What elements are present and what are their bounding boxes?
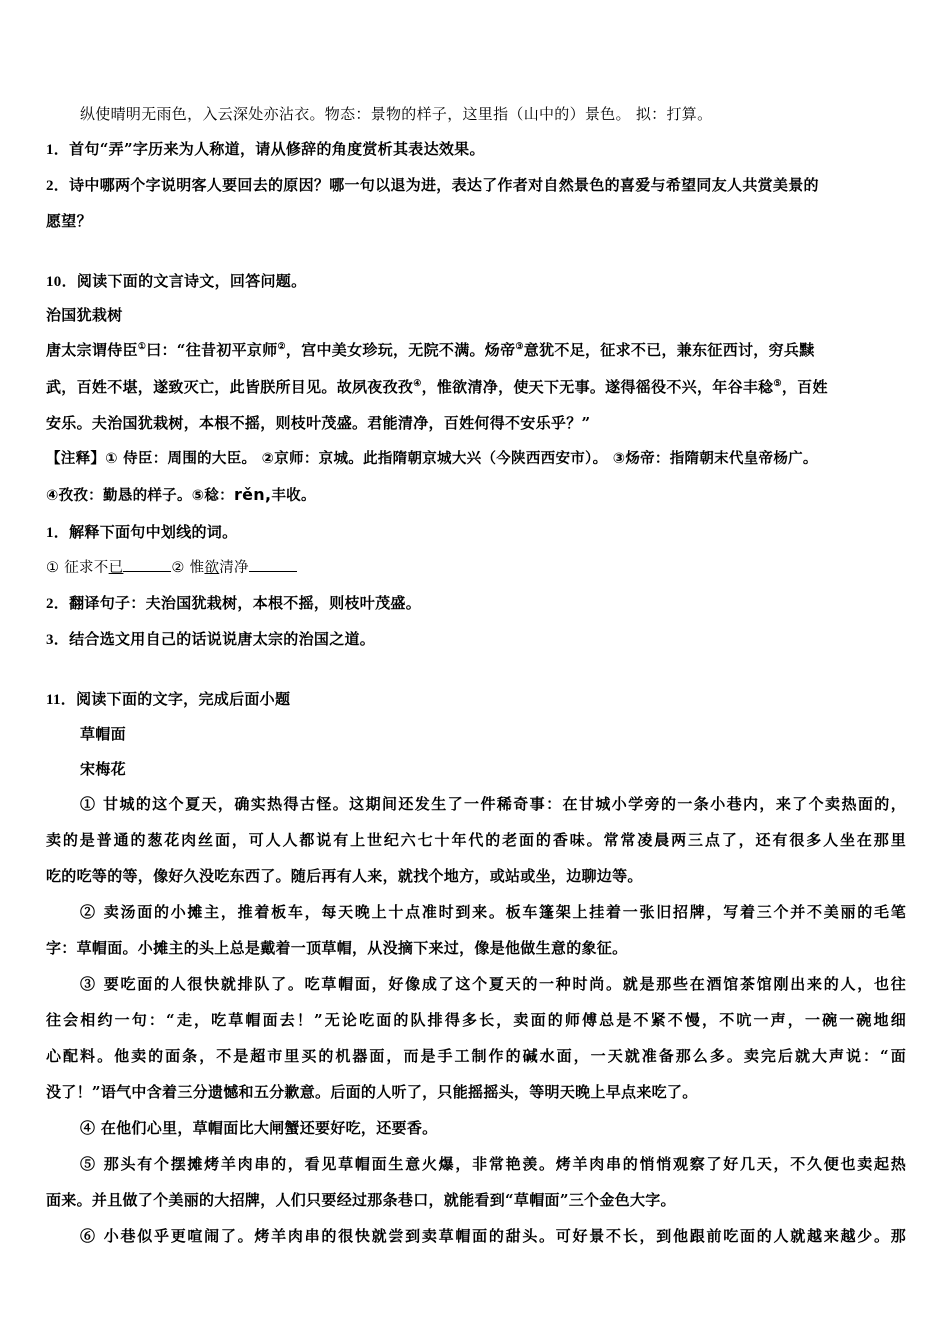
passage-text: ，宫中美女珍玩，无院不满。炀帝 (285, 341, 516, 359)
footnote-marker: ⑤ (773, 379, 782, 389)
story-line-13: ⑥ 小巷似乎更喧闹了。烤羊肉串的很快就尝到卖草帽面的甜头。可好景不长，到他跟前吃面的人就越来越少。那 (80, 1227, 906, 1245)
question-10-sub-3 (46, 629, 906, 650)
pinyin: rěn, (233, 485, 272, 504)
passage-text: 唐太宗谓侍臣 (46, 341, 138, 359)
footnote-marker: ③ (515, 342, 524, 352)
footnote-marker: ② (277, 342, 286, 352)
passage-line-3: 安乐。夫治国犹栽树，本根不摇，则枝叶茂盛。君能清净，百姓何得不安乐乎？” (46, 414, 591, 432)
question-10-sub-2 (46, 593, 906, 614)
notes-line-2 (46, 485, 906, 506)
footnote-marker: ④ (413, 379, 422, 389)
question-text: 结合选文用自己的话说说唐太宗的治国之道。 (69, 630, 376, 648)
answer-blank-2[interactable] (249, 557, 297, 572)
passage-title: 治国犹栽树 (46, 306, 123, 324)
question-text: 翻译句子：夫治国犹栽树，本根不摇，则枝叶茂盛。 (69, 594, 422, 612)
word-item-2-suffix: 清净 (219, 560, 249, 576)
story-line-4: ② 卖汤面的小摊主，推着板车，每天晚上十点准时到来。板车篷架上挂着一张旧招牌，写着三个并不美丽的毛笔 (80, 903, 906, 921)
passage-text: 曰：“往昔初平京师 (146, 341, 278, 359)
question-text: 愿望？ (46, 212, 92, 230)
question-number: 2． (46, 596, 70, 612)
passage-text: 武，百姓不堪，遂致灭亡，此皆朕所目见。故夙夜孜孜 (46, 378, 414, 396)
notes-text: ④孜孜：勤恳的样子。⑤稔： (46, 488, 234, 504)
story-line-1: ① 甘城的这个夏天，确实热得古怪。这期间还发生了一件稀奇事：在甘城小学旁的一条小巷内，来了个卖热面的， (80, 795, 906, 813)
story-line-2: 卖的是普通的葱花肉丝面，可人人都说有上世纪六七十年代的老面的香味。常常凌晨两三点了，还有很多人坐在那里 (46, 831, 906, 849)
story-line-11: ⑤ 那头有个摆摊烤羊肉串的，看见草帽面生意火爆，非常艳羡。烤羊肉串的悄悄观察了好几天，不久便也卖起热 (80, 1155, 906, 1173)
story-line-8: 心配料。他卖的面条，不是超市里买的机器面，而是手工制作的碱水面，一天就准备那么多。卖完后就大声说：“面 (46, 1047, 906, 1065)
notes-line-1 (46, 449, 906, 469)
passage-text: ，惟欲清净，使天下无事。遂得徭役不兴，年谷丰稔 (421, 378, 774, 396)
story-line-5: 字：草帽面。小摊主的头上总是戴着一顶草帽，从没摘下来过，像是他做生意的象征。 (46, 939, 628, 957)
word-items-line (46, 557, 906, 578)
passage-line-1 (46, 340, 906, 360)
question-11-heading (46, 689, 906, 710)
word-item-2-underlined: 欲 (204, 560, 220, 576)
question-heading-text: 阅读下面的文字，完成后面小题 (76, 690, 291, 708)
story-line-9: 没了！”语气中含着三分遗憾和五分歉意。后面的人听了，只能摇摇头，等明天晚上早点来吃了。 (46, 1083, 698, 1101)
question-text: 首句“弄”字历来为人称道，请从修辞的角度赏析其表达效果。 (69, 140, 485, 158)
story-line-3: 吃的吃等的等，像好久没吃东西了。随后再有人来，就找个地方，或站或坐，边聊边等。 (46, 867, 643, 885)
passage-text: 意犹不足，征求不已，兼东征西讨，穷兵黩 (523, 341, 815, 359)
story-title: 草帽面 (80, 725, 126, 743)
answer-blank-1[interactable] (123, 557, 171, 572)
story-author: 宋梅花 (80, 760, 126, 778)
question-heading-text: 阅读下面的文言诗文，回答问题。 (76, 272, 307, 290)
question-number: 1． (46, 525, 70, 541)
word-item-2-prefix: ② 惟 (171, 560, 205, 576)
notes-label: 【注释】 (46, 451, 106, 467)
passage-text: ，百姓 (781, 378, 828, 396)
question-text: 解释下面句中划线的词。 (69, 523, 238, 541)
word-item-1-underlined: 已 (108, 560, 124, 576)
question-number: 1． (46, 142, 70, 158)
question-10-sub-1 (46, 522, 906, 543)
passage-line-2 (46, 377, 906, 397)
poem-question-2 (46, 175, 906, 196)
poem-notes-line: 纵使晴明无雨色，入云深处亦沾衣。物态：景物的样子，这里指（山中的）景色。 拟：打算。 (80, 105, 713, 123)
question-number: 3． (46, 632, 70, 648)
poem-question-1 (46, 139, 906, 160)
poem-question-2-continued (46, 211, 906, 231)
question-number: 11． (46, 692, 77, 708)
question-number: 10． (46, 274, 77, 290)
word-item-1-prefix: ① 征求不 (46, 560, 109, 576)
question-number: 2． (46, 178, 70, 194)
story-line-6: ③ 要吃面的人很快就排队了。吃草帽面，好像成了这个夏天的一种时尚。就是那些在酒馆茶馆刚出来的人，也往 (80, 975, 906, 993)
notes-text: ① 侍臣：周围的大臣。 ②京师：京城。此指隋朝京城大兴（今陕西西安市）。 ③炀帝：指隋朝末代皇帝杨广。 (105, 451, 818, 467)
story-line-7: 往会相约一句：“走，吃草帽面去！”无论吃面的队排得多长，卖面的师傅总是不紧不慢，不吭一声，一碗一碗地细 (46, 1011, 906, 1029)
notes-text: 丰收。 (271, 488, 316, 504)
story-line-12: 面来。并且做了个美丽的大招牌，人们只要经过那条巷口，就能看到“草帽面”三个金色大字。 (46, 1191, 676, 1209)
footnote-marker: ① (137, 342, 147, 352)
question-10-heading (46, 271, 906, 292)
story-line-10: ④ 在他们心里，草帽面比大闸蟹还要好吃，还要香。 (80, 1119, 438, 1137)
question-text: 诗中哪两个字说明客人要回去的原因？哪一句以退为进，表达了作者对自然景色的喜爱与希望同友人共赏美景的 (69, 176, 819, 194)
